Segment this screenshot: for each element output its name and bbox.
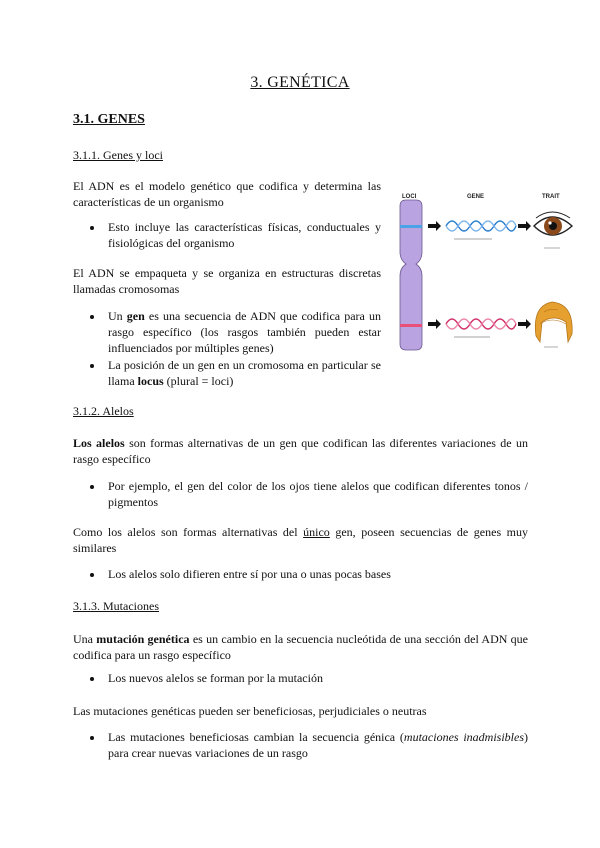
paragraph-alelos — [73, 435, 528, 467]
list-item-color-ojos: Por ejemplo, el gen del color de los ojos tiene alelos que codifican diferentes tonos / pigmentos — [108, 479, 528, 509]
bullet-dot — [90, 364, 94, 368]
list-item-nuevos-alelos: Los nuevos alelos se forman por la mutación — [108, 671, 323, 685]
text-span: (plural = loci) — [163, 374, 234, 388]
underlined-word: único — [303, 525, 330, 539]
chapter-title: 3. GENÉTICA — [250, 74, 350, 91]
section-title: 3.1. GENES — [73, 112, 145, 127]
chromosome-icon — [400, 200, 422, 350]
list-item-caracteristicas: Esto incluye las características físicas, conductuales y fisiológicas del organismo — [108, 220, 381, 250]
bold-term-gen: gen — [126, 309, 145, 323]
text-span: es una secuencia de ADN que codifica para un rasgo específico (los rasgos también pueden estar influenciados por múltiples genes) — [108, 309, 381, 355]
text-span: gen, poseen secuencias de genes muy similares — [73, 525, 529, 555]
bullet-dot — [90, 485, 94, 489]
text-span: Un — [108, 309, 127, 323]
bold-term-alelos: Los alelos — [73, 436, 125, 450]
paragraph-cromosomas: El ADN se empaqueta y se organiza en estructuras discretas llamadas cromosomas — [73, 266, 381, 296]
italic-term: mutaciones inadmisibles — [403, 730, 524, 744]
arrow-icon — [428, 221, 531, 329]
eye-icon — [534, 212, 572, 235]
bullet-dot — [90, 315, 94, 319]
text-span: ) para crear nuevas variaciones de un rasgo — [108, 730, 528, 760]
subsection-title-alelos: 3.1.2. Alelos — [73, 404, 134, 418]
text-span: La posición de un gen en un cromosoma en particular se llama — [108, 358, 381, 388]
gene-loci-trait-diagram — [392, 194, 582, 356]
hair-icon — [535, 302, 572, 342]
text-span: Una — [73, 632, 97, 646]
bullet-dot — [90, 573, 94, 577]
paragraph-formas-alternativas — [73, 524, 528, 556]
bullet-dot — [90, 736, 94, 740]
paragraph-adn-modelo: El ADN es el modelo genético que codifica y determina las características de un organismo — [73, 179, 381, 209]
text-span: Como los alelos son formas alternativas del — [73, 525, 304, 539]
text-span: es un cambio en la secuencia nucleótida de una sección del ADN que codifica para un rasgo específico — [73, 632, 529, 662]
list-item-bases: Los alelos solo difieren entre sí por una o unas pocas bases — [108, 567, 391, 581]
bold-term-mutacion: mutación genética — [96, 632, 190, 646]
list-item-gen — [108, 308, 381, 356]
subsection-title-mutaciones: 3.1.3. Mutaciones — [73, 599, 159, 613]
diagram-header-gene: GENE — [467, 194, 485, 200]
list-item-mutaciones-beneficiosas — [108, 729, 528, 761]
bullet-dot — [90, 226, 94, 230]
bold-term-locus: locus — [137, 374, 164, 388]
subsection-title-genes-loci: 3.1.1. Genes y loci — [73, 148, 163, 162]
list-item-locus — [108, 357, 381, 389]
caption-scribble — [454, 239, 560, 347]
text-span: Las mutaciones beneficiosas cambian la secuencia génica ( — [108, 730, 404, 744]
text-span: son formas alternativas de un gen que codifican las diferentes variaciones de un rasgo específico — [73, 436, 529, 466]
bullet-dot — [90, 677, 94, 681]
dna-helix-icon — [446, 221, 516, 329]
paragraph-tipos-mutaciones: Las mutaciones genéticas pueden ser beneficiosas, perjudiciales o neutras — [73, 704, 427, 718]
diagram-header-loci: LOCI — [402, 194, 417, 200]
diagram-header-trait: TRAIT — [542, 194, 560, 200]
paragraph-mutacion — [73, 631, 528, 663]
diagram-graphic — [392, 194, 582, 356]
